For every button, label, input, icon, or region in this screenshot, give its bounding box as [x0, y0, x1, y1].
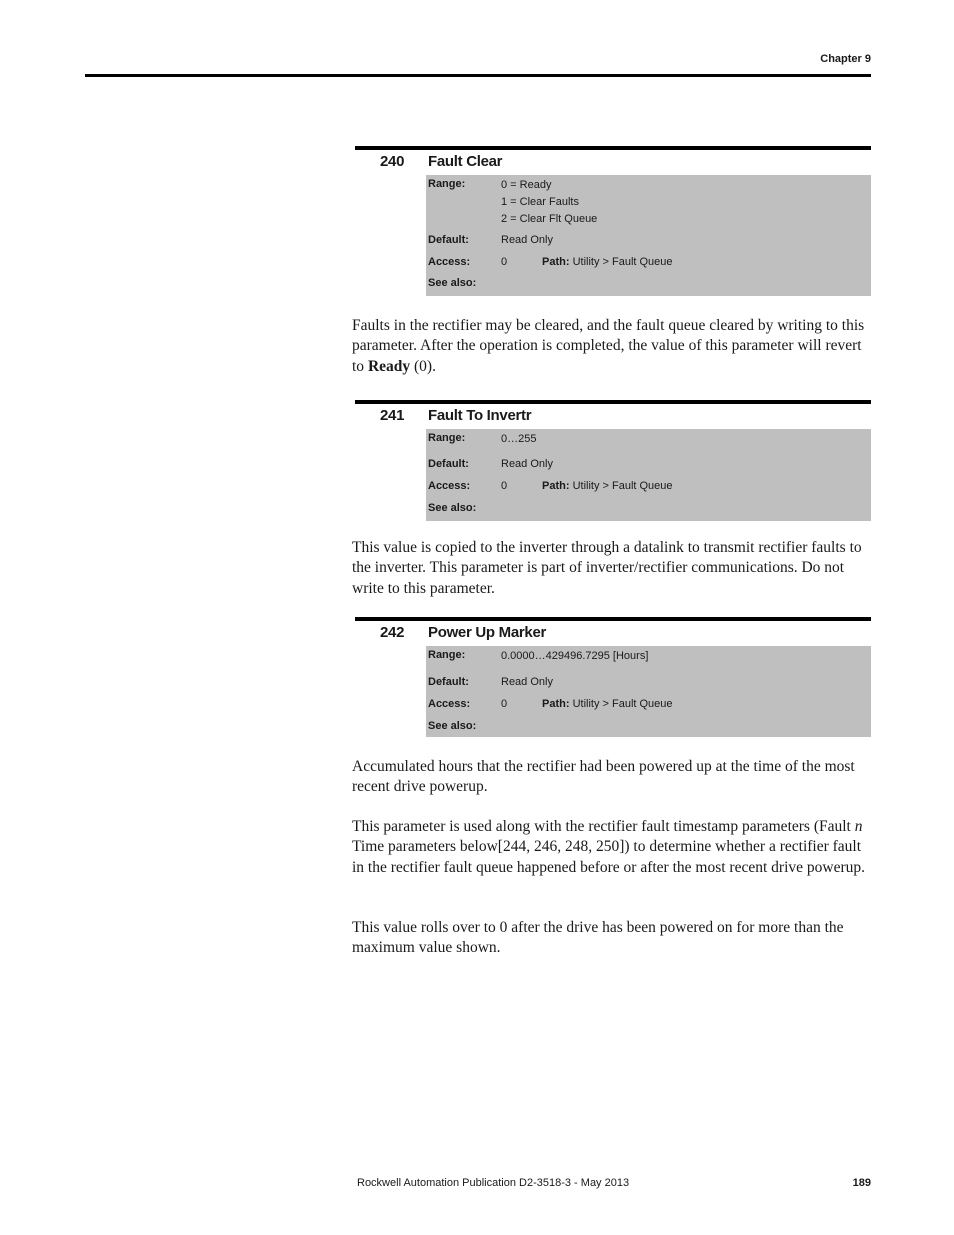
see-also-label: See also: — [428, 277, 477, 289]
header-rule — [85, 74, 871, 77]
bold-term: Ready — [367, 357, 411, 375]
range-line: 2 = Clear Flt Queue — [501, 213, 598, 225]
param-table — [426, 646, 871, 737]
text-span: (0). — [410, 357, 436, 375]
paragraph — [352, 316, 874, 377]
description-242-p2 — [352, 817, 874, 878]
chapter-label: Chapter 9 — [820, 53, 871, 65]
range-label: Range: — [428, 649, 466, 661]
path-value: Utility > Fault Queue — [572, 256, 673, 268]
see-also-label: See also: — [428, 502, 477, 514]
param-block-240 — [355, 146, 871, 296]
default-value: Read Only — [501, 234, 553, 246]
param-block-241 — [355, 400, 871, 521]
page-number: 189 — [852, 1177, 871, 1189]
path-label: Path: — [542, 256, 570, 268]
access-label: Access: — [428, 698, 471, 710]
path — [542, 698, 673, 710]
access-value: 0 — [501, 256, 508, 268]
param-number: 242 — [380, 624, 405, 641]
paragraph: This value rolls over to 0 after the drive has been powered on for more than the maximum value shown. — [352, 919, 844, 957]
description-242-p1 — [352, 757, 874, 798]
param-number: 241 — [380, 407, 405, 424]
description-240 — [352, 316, 874, 377]
path-value: Utility > Fault Queue — [572, 480, 673, 492]
range-value — [501, 177, 597, 228]
italic-variable: n — [854, 818, 863, 835]
param-name: Fault Clear — [428, 153, 503, 170]
param-number: 240 — [380, 153, 405, 170]
param-title — [355, 621, 871, 646]
path-label: Path: — [542, 480, 570, 492]
default-label: Default: — [428, 676, 469, 688]
paragraph: This value is copied to the inverter through a datalink to transmit rectifier faults to the inverter. This parameter is part of inverter/rectifier communications. Do not write to this parameter. — [352, 539, 862, 597]
default-value: Read Only — [501, 676, 553, 688]
param-name: Fault To Invertr — [428, 407, 532, 424]
param-table — [426, 175, 871, 296]
param-name: Power Up Marker — [428, 624, 547, 641]
param-title — [355, 404, 871, 429]
see-also-label: See also: — [428, 720, 477, 732]
access-label: Access: — [428, 480, 471, 492]
text-span: Faults in the rectifier may be cleared, and the fault queue cleared by writing to this parameter. After the operation is completed, the value of this parameter will revert to — [352, 317, 865, 375]
path — [542, 256, 673, 268]
default-label: Default: — [428, 458, 469, 470]
range-label: Range: — [428, 178, 466, 190]
text-span: This parameter is used along with the rectifier fault timestamp parameters (Fault — [352, 818, 855, 835]
range-line: 1 = Clear Faults — [501, 196, 579, 208]
paragraph — [352, 817, 874, 878]
path — [542, 480, 673, 492]
access-label: Access: — [428, 256, 471, 268]
access-value: 0 — [501, 698, 508, 710]
description-242-p3 — [352, 918, 874, 959]
range-value — [501, 431, 536, 448]
range-line: 0.0000…429496.7295 [Hours] — [501, 650, 649, 662]
default-label: Default: — [428, 234, 469, 246]
description-241 — [352, 538, 874, 599]
paragraph: Accumulated hours that the rectifier had been powered up at the time of the most recent drive powerup. — [352, 758, 855, 796]
param-title — [355, 150, 871, 175]
footer-publication: Rockwell Automation Publication D2-3518-3 - May 2013 — [357, 1177, 630, 1189]
access-value: 0 — [501, 480, 508, 492]
param-table — [426, 429, 871, 521]
range-line: 0 = Ready — [501, 179, 552, 191]
default-value: Read Only — [501, 458, 553, 470]
range-label: Range: — [428, 432, 466, 444]
text-span: Time parameters below[244, 246, 248, 250]) to determine whether a rectifier fault in the rectifier fault queue happened before or after the most recent drive powerup. — [352, 838, 865, 876]
param-block-242 — [355, 617, 871, 737]
range-line: 0…255 — [501, 433, 537, 445]
range-value — [501, 648, 648, 665]
path-value: Utility > Fault Queue — [572, 698, 673, 710]
path-label: Path: — [542, 698, 570, 710]
